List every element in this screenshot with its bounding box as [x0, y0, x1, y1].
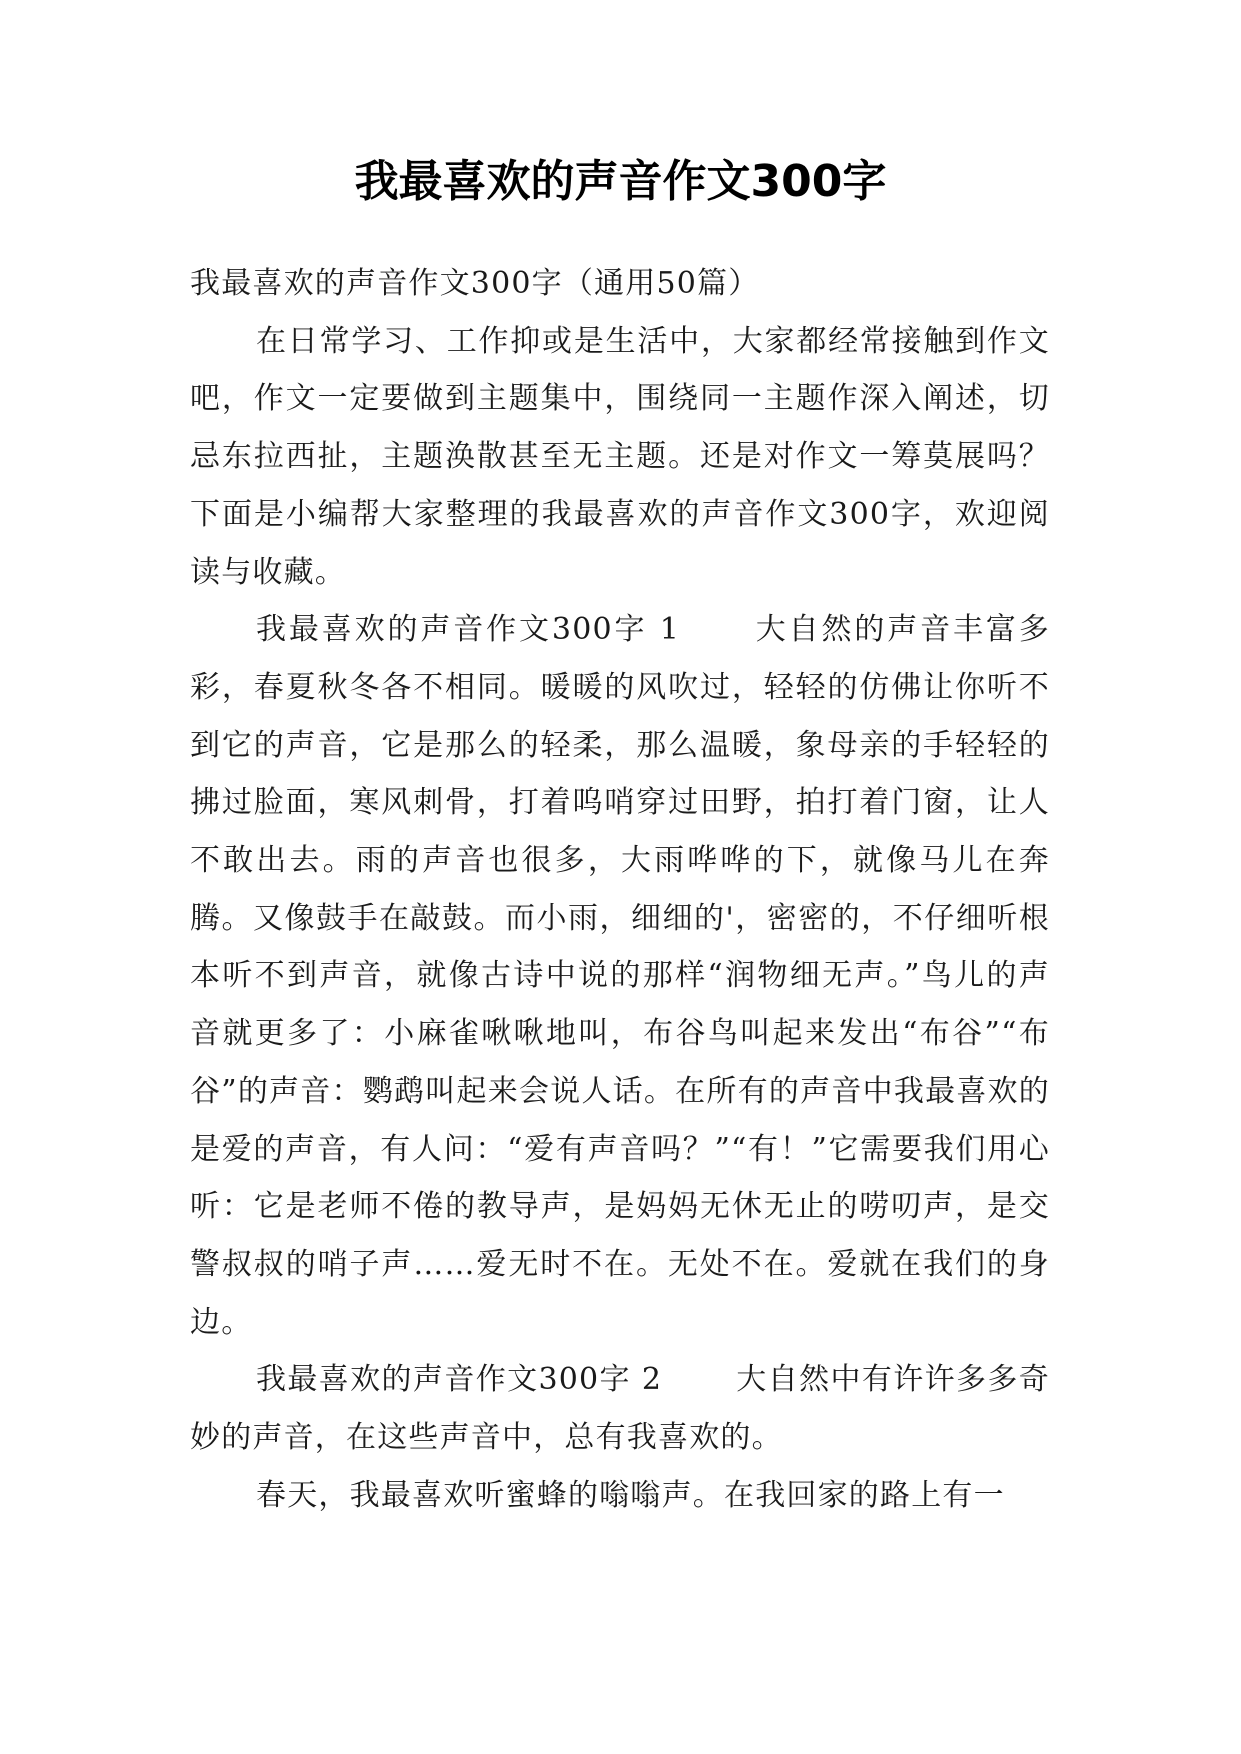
essay-2-heading: 我最喜欢的声音作文300字 2	[256, 1362, 663, 1398]
essay-1-heading: 我最喜欢的声音作文300字 1	[256, 612, 681, 648]
document-body	[190, 255, 1050, 1524]
essay-1-paragraph	[190, 601, 1050, 1351]
essay-1-text: 大自然的声音丰富多彩，春夏秋冬各不相同。暖暖的风吹过，轻轻的仿佛让你听不到它的声音，它是那么的轻柔，那么温暖，象母亲的手轻轻的拂过脸面，寒风刺骨，打着呜哨穿过田野，拍打着门窗，让人不敢出去。雨的声音也很多，大雨哗哗的下，就像马儿在奔腾。又像鼓手在敲鼓。而小雨，细细的'，密密的，不仔细听根本听不到声音，就像古诗中说的那样“润物细无声。”鸟儿的声音就更多了：小麻雀啾啾地叫，布谷鸟叫起来发出“布谷”“布谷”的声音：鹦鹉叫起来会说人话。在所有的声音中我最喜欢的是爱的声音，有人问：“爱有声音吗？”“有！”它需要我们用心听：它是老师不倦的教导声，是妈妈无休无止的唠叨声，是交警叔叔的哨子声……爱无时不在。无处不在。爱就在我们的身边。	[190, 612, 1050, 1340]
spring-paragraph: 春天，我最喜欢听蜜蜂的嗡嗡声。在我回家的路上有一	[256, 1477, 1005, 1513]
essay-2-text: 大自然中有许许多多奇妙的声音，在这些声音中，总有我喜欢的。	[190, 1362, 1050, 1456]
document-title: 我最喜欢的声音作文300字	[354, 156, 887, 207]
document-subtitle: 我最喜欢的声音作文300字（通用50篇）	[190, 266, 760, 301]
intro-paragraph: 在日常学习、工作抑或是生活中，大家都经常接触到作文吧，作文一定要做到主题集中，围绕同一主题作深入阐述，切忌东拉西扯，主题涣散甚至无主题。还是对作文一筹莫展吗？下面是小编帮大家整理的我最喜欢的声音作文300字，欢迎阅读与收藏。	[190, 323, 1050, 590]
essay-2-paragraph	[190, 1351, 1050, 1466]
